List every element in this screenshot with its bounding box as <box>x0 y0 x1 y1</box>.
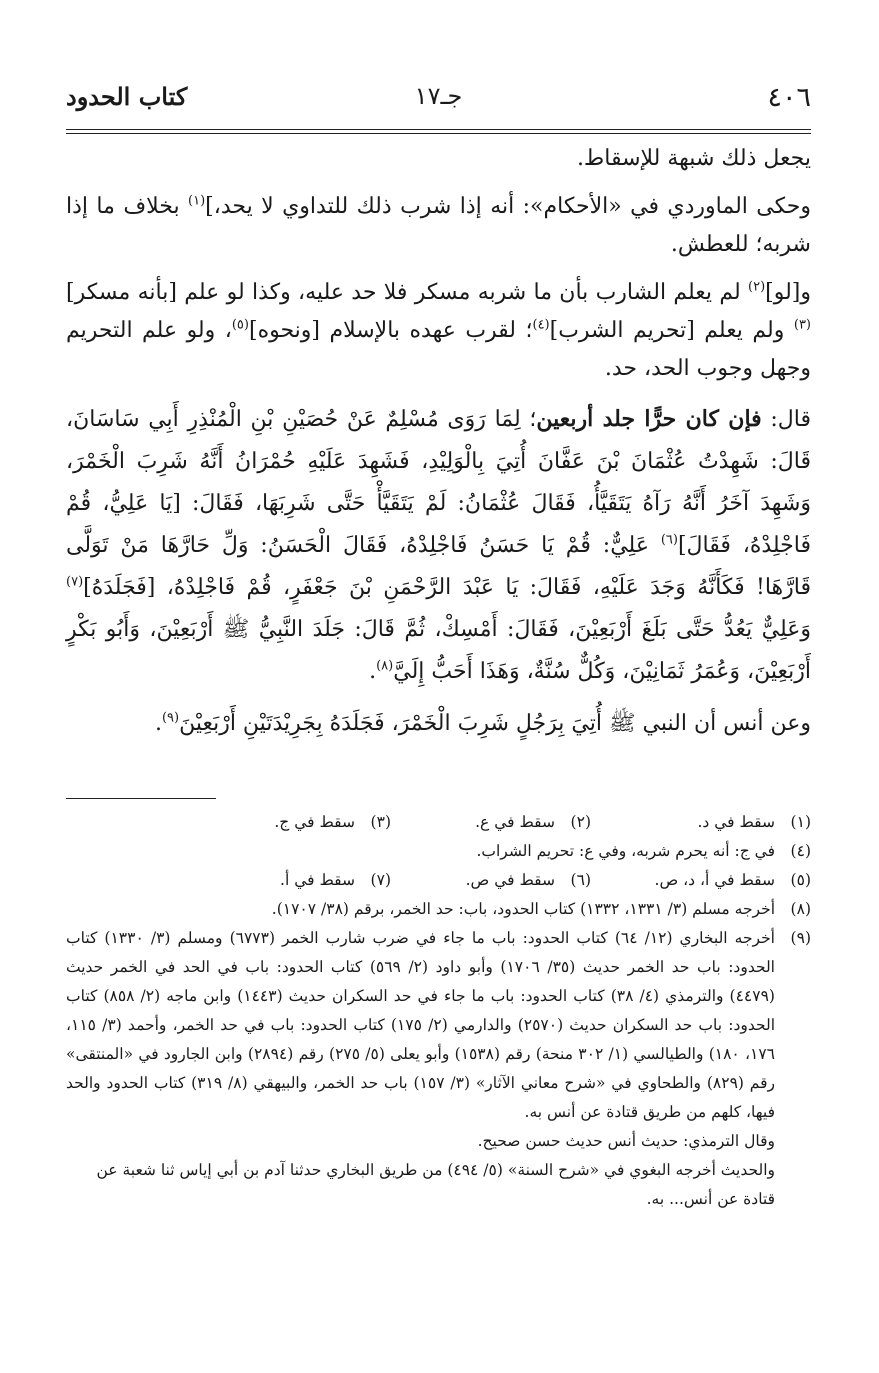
paragraph-5: وعن أنس أن النبي ﷺ أُتِيَ بِرَجُلٍ شَرِبَ الْخَمْرَ، فَجَلَدَهُ بِجَرِيْدَتَيْنِ أَرْبَعِيْنَ$^{(٩)}$. <box>154 710 811 736</box>
volume-label: جـ١٧ <box>414 82 463 110</box>
main-text <box>66 140 811 755</box>
footnote-1: (١) سقط في د. <box>697 813 811 831</box>
header-rule <box>66 129 811 130</box>
footnote-ref-6[interactable]: (٦) <box>660 532 678 548</box>
footnote-4: (٤) في ج: أنه يحرم شربه، وفي ع: تحريم الشراب. <box>476 842 811 860</box>
page-header <box>66 82 811 122</box>
footnote-separator <box>66 798 216 799</box>
footnote-ref-2[interactable]: (٢) <box>748 279 766 295</box>
footnote-9: (٩) أخرجه البخاري (١٢/ ٦٤) كتاب الحدود: باب ما جاء في ضرب شارب الخمر (٦٧٧٣) ومسلم (٣/ ١٣٣٠) كتاب الحدود: باب حد الخمر حديث (٣٥/ ١٧٠٦) وأبو داود (٢/ ٥٦٩) كتاب الحدود: باب في الحد في الخمر حديث (٤٤٧٩) والترمذي (٤/ ٣٨) كتاب الحدود: باب ما جاء في حد السكران حديث (١٤٤٣) وابن ماجه (٢/ ٨٥٨) كتاب الحدود: باب حد السكران حديث (٢٥٧٠) والدارمي (٢/ ١٧٥) كتاب الحدود: باب في حد الخمر، وأحمد (٣/ ١١٥، ١٧٦، ١٨٠) والطيالسي (١/ ٣٠٢ منحة) رقم (١٥٣٨) وأبو يعلى (٥/ ٢٧٥) رقم (٢٨٩٤) وابن الجارود في «المنتقى» رقم (٨٢٩) والطحاوي في «شرح معاني الآثار» (٣/ ١٥٧) باب حد الخمر، والبيهقي (٨/ ٣١٩) كتاب الحدود والحد فيها، كلهم من طريق قتادة عن أنس به. <box>66 929 811 1121</box>
footnote-9-baghawi: والحديث أخرجه البغوي في «شرح السنة» (٥/ ٤٩٤) من طريق البخاري حدثنا آدم بن أبي إياس ثنا شعبة عن قتادة عن أنس... به. <box>96 1161 775 1208</box>
page-number: ٤٠٦ <box>767 82 811 113</box>
footnote-ref-9[interactable]: (٩) <box>161 710 180 726</box>
paragraph-4: قال: فإن كان حرًّا جلد أربعين؛ لِمَا رَوَى مُسْلِمٌ عَنْ حُصَيْنِ بْنِ الْمُنْذِرِ أَبِي سَاسَانَ، قَالَ: شَهِدْتُ عُثْمَانَ بْنَ عَفَّانَ أُتِيَ بِالْوَلِيْدِ، فَشَهِدَ عَلَيْهِ حُمْرَانُ أَنَّهُ شَرِبَ الْخَمْرَ، وَشَهِدَ آخَرُ أَنَّهُ رَآهُ يَتَقَيَّأُ، فَقَالَ عُثْمَانُ: لَمْ يَتَقَيَّأْ حَتَّى شَرِبَهَا، فَقَالَ: [يَا عَلِيُّ، قُمْ فَاجْلِدْهُ، فَقَالَ]$^{(٦)}$ عَلِيٌّ: قُمْ يَا حَسَنُ فَاجْلِدْهُ، فَقَالَ الْحَسَنُ: وَلِّ حَارَّهَا مَنْ تَوَلَّى قَارَّهَا! فَكَأَنَّهُ وَجَدَ عَلَيْهِ، فَقَالَ: يَا عَبْدَ الرَّحْمَنِ بْنَ جَعْفَرٍ، قُمْ فَاجْلِدْهُ، [فَجَلَدَهُ]$^{(٧)}$ وَعَلِيٌّ يَعُدُّ حَتَّى بَلَغَ أَرْبَعِيْنَ، فَقَالَ: أَمْسِكْ، ثُمَّ قَالَ: جَلَدَ النَّبِيُّ ﷺ أَرْبَعِيْنَ، وَأَبُو بَكْرٍ أَرْبَعِيْنَ، وَعُمَرُ ثَمَانِيْنَ، وَكُلٌّ سُنَّةٌ، وَهَذَا أَحَبُّ إِلَيَّ$^{(٨)}$. <box>66 406 811 684</box>
footnote-3: (٣) سقط في ج. <box>274 813 391 831</box>
footnote-7: (٧) سقط في أ. <box>280 871 391 889</box>
footnote-row-1 <box>66 808 811 837</box>
footnotes <box>66 808 811 1214</box>
footnote-ref-5[interactable]: (٥) <box>231 317 249 333</box>
footnote-9-tirmidhi: وقال الترمذي: حديث أنس حديث حسن صحيح. <box>477 1132 775 1150</box>
header-rule-secondary <box>66 133 811 134</box>
footnote-ref-7[interactable]: (٧) <box>66 574 84 590</box>
footnote-8: (٨) أخرجه مسلم (٣/ ١٣٣١، ١٣٣٢) كتاب الحدود، باب: حد الخمر، برقم (٣٨/ ١٧٠٧). <box>271 900 811 918</box>
footnote-ref-8[interactable]: (٨) <box>376 658 394 674</box>
footnote-6: (٦) سقط في ص. <box>465 871 591 889</box>
paragraph-1: يجعل ذلك شبهة للإسقاط. <box>576 146 811 171</box>
footnote-2: (٢) سقط في ع. <box>475 813 591 831</box>
chapter-title: كتاب الحدود <box>66 82 188 111</box>
footnote-row-2 <box>66 866 811 895</box>
bold-ruling: فإن كان حرًّا جلد أربعين <box>536 406 762 432</box>
footnote-ref-4[interactable]: (٤) <box>532 317 550 333</box>
footnote-ref-3[interactable]: (٣) <box>793 317 811 333</box>
footnote-ref-1[interactable]: (١) <box>188 193 206 209</box>
footnote-5: (٥) سقط في أ، د، ص. <box>654 871 811 889</box>
paragraph-2: وحكى الماوردي في «الأحكام»: أنه إذا شرب ذلك للتداوي لا يحد،]$^{(١)}$ بخلاف ما إذا شربه؛ للعطش. <box>66 193 812 257</box>
paragraph-3: و[لو]$^{(٢)}$ لم يعلم الشارب بأن ما شربه مسكر فلا حد عليه، وكذا لو علم [بأنه مسكر]$^{(٣)}$ ولم يعلم [تحريم الشرب]$^{(٤)}$؛ لقرب عهده بالإسلام [ونحوه]$^{(٥)}$، ولو علم التحريم وجهل وجوب الحد، حد. <box>66 279 811 381</box>
